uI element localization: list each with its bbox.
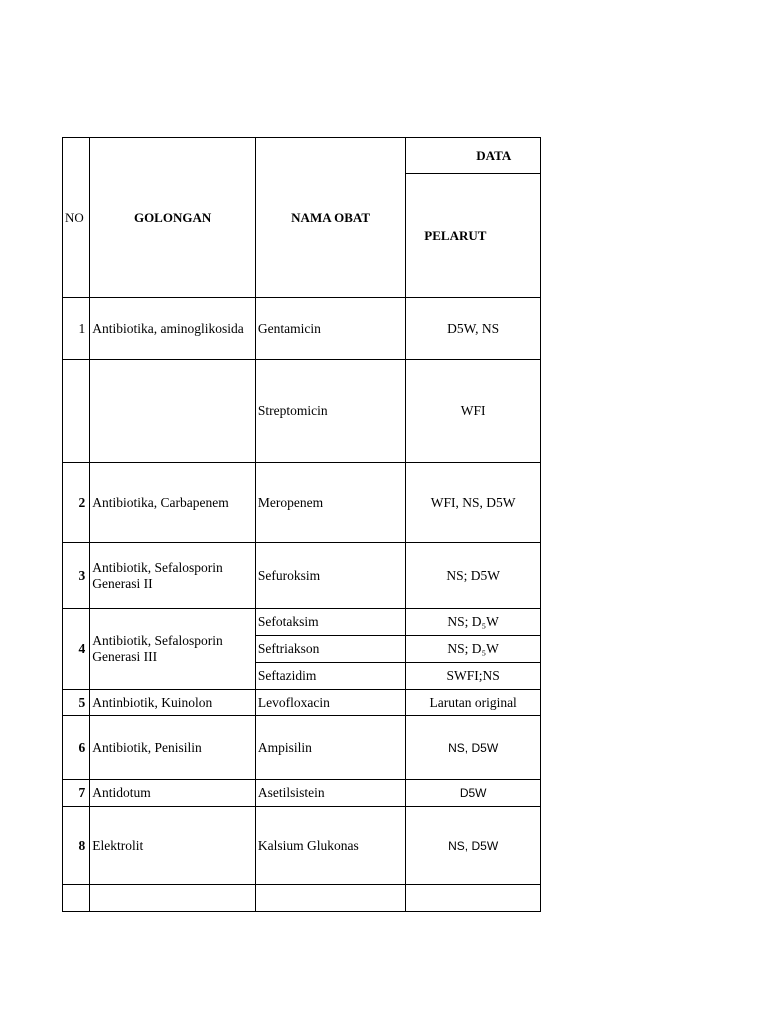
table-row (63, 543, 541, 609)
row-golongan: Antibiotika, aminoglikosida (90, 298, 256, 360)
table-row (63, 360, 541, 463)
row-no: 2 (63, 463, 90, 543)
row-pelarut: NS; D5W (406, 543, 541, 609)
table-row (63, 690, 541, 716)
row-golongan: Antibiotika, Carbapenem (90, 463, 256, 543)
row-pelarut: D5W (406, 780, 541, 807)
header-pelarut: PELARUT (406, 174, 541, 298)
row-nama-obat: Kalsium Glukonas (255, 807, 405, 885)
row-golongan: Elektrolit (90, 807, 256, 885)
row-nama-obat: Meropenem (255, 463, 405, 543)
table-row (63, 463, 541, 543)
row-nama-obat: Seftazidim (255, 663, 405, 690)
row-pelarut: WFI, NS, D5W (406, 463, 541, 543)
row-no: 3 (63, 543, 90, 609)
row-pelarut: Larutan original (406, 690, 541, 716)
header-no: NO (63, 138, 90, 298)
row-golongan (90, 360, 256, 463)
row-pelarut: D5W, NS (406, 298, 541, 360)
row-pelarut: WFI (406, 360, 541, 463)
row-no (63, 360, 90, 463)
header-golongan: GOLONGAN (90, 138, 256, 298)
header-nama-obat: NAMA OBAT (255, 138, 405, 298)
row-pelarut: SWFI;NS (406, 663, 541, 690)
table-row-empty (63, 885, 541, 912)
drug-table (62, 137, 541, 912)
table-row (63, 298, 541, 360)
row-no: 7 (63, 780, 90, 807)
row-no: 5 (63, 690, 90, 716)
row-no: 1 (63, 298, 90, 360)
row-nama-obat: Gentamicin (255, 298, 405, 360)
table-row (63, 807, 541, 885)
table-row (63, 716, 541, 780)
row-pelarut: NS, D5W (406, 716, 541, 780)
row-golongan: Antibiotik, Sefalosporin Generasi III (90, 609, 256, 690)
row-nama-obat: Sefotaksim (255, 609, 405, 636)
row-nama-obat: Streptomicin (255, 360, 405, 463)
header-data: DATA (406, 138, 541, 174)
row-nama-obat: Ampisilin (255, 716, 405, 780)
row-golongan: Antidotum (90, 780, 256, 807)
row-nama-obat: Levofloxacin (255, 690, 405, 716)
row-pelarut: NS; D₅W (406, 609, 541, 636)
row-golongan: Antibiotik, Sefalosporin Generasi II (90, 543, 256, 609)
row-pelarut: NS, D5W (406, 807, 541, 885)
row-no: 6 (63, 716, 90, 780)
row-pelarut: NS; D₅W (406, 636, 541, 663)
row-nama-obat: Asetilsistein (255, 780, 405, 807)
row-golongan: Antibiotik, Penisilin (90, 716, 256, 780)
table-row (63, 609, 541, 636)
row-nama-obat: Sefuroksim (255, 543, 405, 609)
row-no: 4 (63, 609, 90, 690)
row-golongan: Antinbiotik, Kuinolon (90, 690, 256, 716)
row-no: 8 (63, 807, 90, 885)
row-nama-obat: Seftriakson (255, 636, 405, 663)
table-row (63, 780, 541, 807)
